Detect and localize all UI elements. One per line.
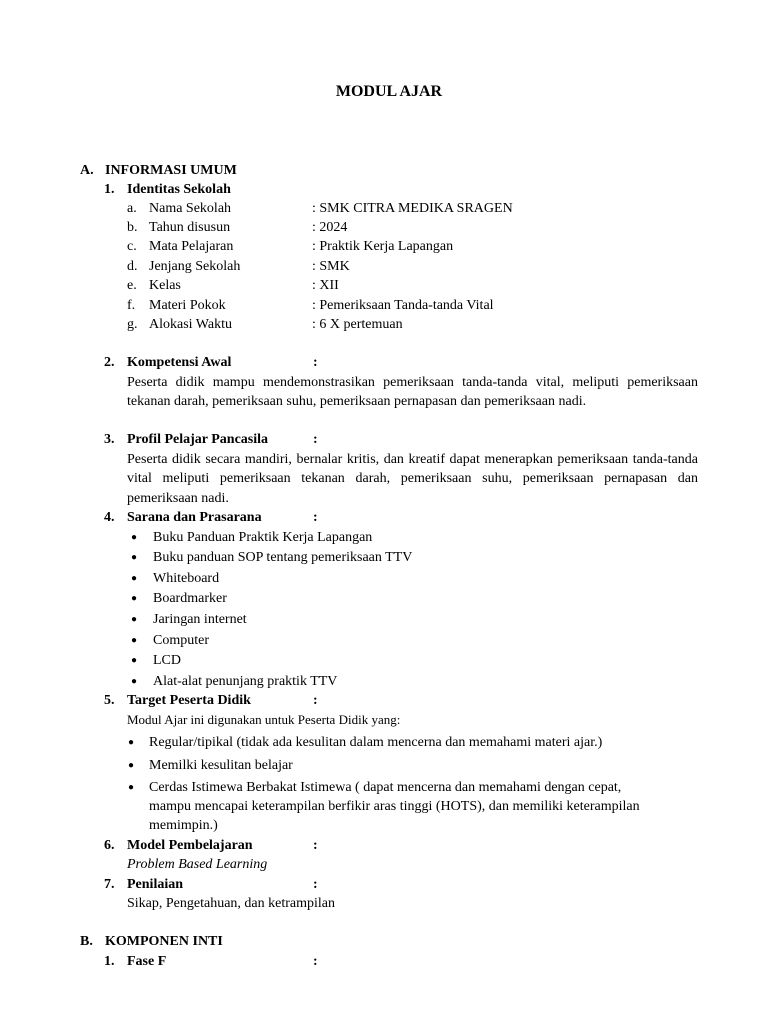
identitas-value: : SMK [312,259,350,274]
list-item: Buku Panduan Praktik Kerja Lapangan [153,530,373,545]
profil-colon: : [313,432,318,447]
fase-colon: : [313,954,318,969]
identitas-value: : 2024 [312,220,348,235]
bullet-icon: ● [128,737,135,748]
kompetensi-num: 2. [104,355,115,370]
bullet-icon: ● [131,655,138,666]
target-colon: : [313,693,318,708]
kompetensi-colon: : [313,355,318,370]
identitas-value: : SMK CITRA MEDIKA SRAGEN [312,201,513,216]
list-item: Alat-alat penunjang praktik TTV [153,674,338,689]
identitas-label: Kelas [149,278,181,293]
section-b-heading: KOMPONEN INTI [105,934,223,949]
penilaian-text: Sikap, Pengetahuan, dan ketrampilan [127,896,335,911]
bullet-icon: ● [131,676,138,687]
identitas-letter: c. [127,239,137,254]
page-title: MODUL AJAR [335,83,443,100]
identitas-value: : XII [312,278,339,293]
sarana-heading: Sarana dan Prasarana [127,510,262,525]
kompetensi-heading: Kompetensi Awal [127,355,232,370]
identitas-label: Tahun disusun [149,220,231,235]
penilaian-colon: : [313,877,318,892]
bullet-icon: ● [131,614,138,625]
list-item: Jaringan internet [153,612,247,627]
identitas-value: : Pemeriksaan Tanda-tanda Vital [312,298,494,313]
identitas-letter: g. [127,317,138,332]
identitas-label: Alokasi Waktu [149,317,232,332]
identitas-value: : Praktik Kerja Lapangan [312,239,454,254]
identitas-value: : 6 X pertemuan [312,317,403,332]
list-item-continuation: mampu mencapai keterampilan berfikir aras tinggi (HOTS), dan memiliki keterampilan [149,799,640,814]
profil-heading: Profil Pelajar Pancasila [127,432,269,447]
identitas-heading: Identitas Sekolah [127,182,231,197]
list-item: Buku panduan SOP tentang pemeriksaan TTV [153,550,413,565]
penilaian-heading: Penilaian [127,877,184,892]
identitas-label: Nama Sekolah [149,201,232,216]
list-item: Whiteboard [153,571,220,586]
bullet-icon: ● [131,573,138,584]
bullet-icon: ● [128,760,135,771]
section-a-letter: A. [80,163,94,178]
identitas-letter: f. [127,298,136,313]
list-item: Cerdas Istimewa Berbakat Istimewa ( dapat mencerna dan memahami dengan cepat, [149,780,622,795]
list-item: LCD [153,653,181,668]
penilaian-num: 7. [104,877,115,892]
model-heading: Model Pembelajaran [127,838,253,853]
target-intro: Modul Ajar ini digunakan untuk Peserta Didik yang: [127,712,401,727]
sarana-colon: : [313,510,318,525]
target-num: 5. [104,693,115,708]
section-b-letter: B. [80,934,93,949]
bullet-icon: ● [131,593,138,604]
list-item: Computer [153,633,209,648]
list-item: Boardmarker [153,591,227,606]
identitas-label: Jenjang Sekolah [149,259,241,274]
bullet-icon: ● [128,782,135,793]
bullet-icon: ● [131,532,138,543]
identitas-num: 1. [104,182,115,197]
fase-heading: Fase F [127,954,167,969]
model-colon: : [313,838,318,853]
identitas-letter: a. [127,201,137,216]
bullet-icon: ● [131,552,138,563]
list-item: Memilki kesulitan belajar [149,758,293,773]
profil-text: Peserta didik secara mandiri, bernalar kritis, dan kreatif dapat menerapkan pemeriksaan tanda-tanda vital meliputi pemeriksaan tekanan darah, pemeriksaan suhu, pemeriksaan pernapasan dan pemeriksaan nadi. [127,452,698,506]
bullet-icon: ● [131,635,138,646]
identitas-letter: d. [127,259,138,274]
fase-num: 1. [104,954,115,969]
identitas-label: Materi Pokok [149,298,226,313]
list-item: Regular/tipikal (tidak ada kesulitan dalam mencerna dan memahami materi ajar.) [149,735,603,750]
identitas-letter: b. [127,220,138,235]
model-text: Problem Based Learning [127,857,268,872]
profil-num: 3. [104,432,115,447]
list-item-continuation: memimpin.) [149,818,218,833]
kompetensi-text: Peserta didik mampu mendemonstrasikan pemeriksaan tanda-tanda vital, meliputi pemeriksaan tekanan darah, pemeriksaan suhu, pemeriksaan pernapasan dan pemeriksaan nadi. [127,375,698,410]
model-num: 6. [104,838,115,853]
identitas-label: Mata Pelajaran [149,239,234,254]
identitas-letter: e. [127,278,137,293]
target-heading: Target Peserta Didik [127,693,251,708]
sarana-num: 4. [104,510,115,525]
section-a-heading: INFORMASI UMUM [105,163,237,178]
